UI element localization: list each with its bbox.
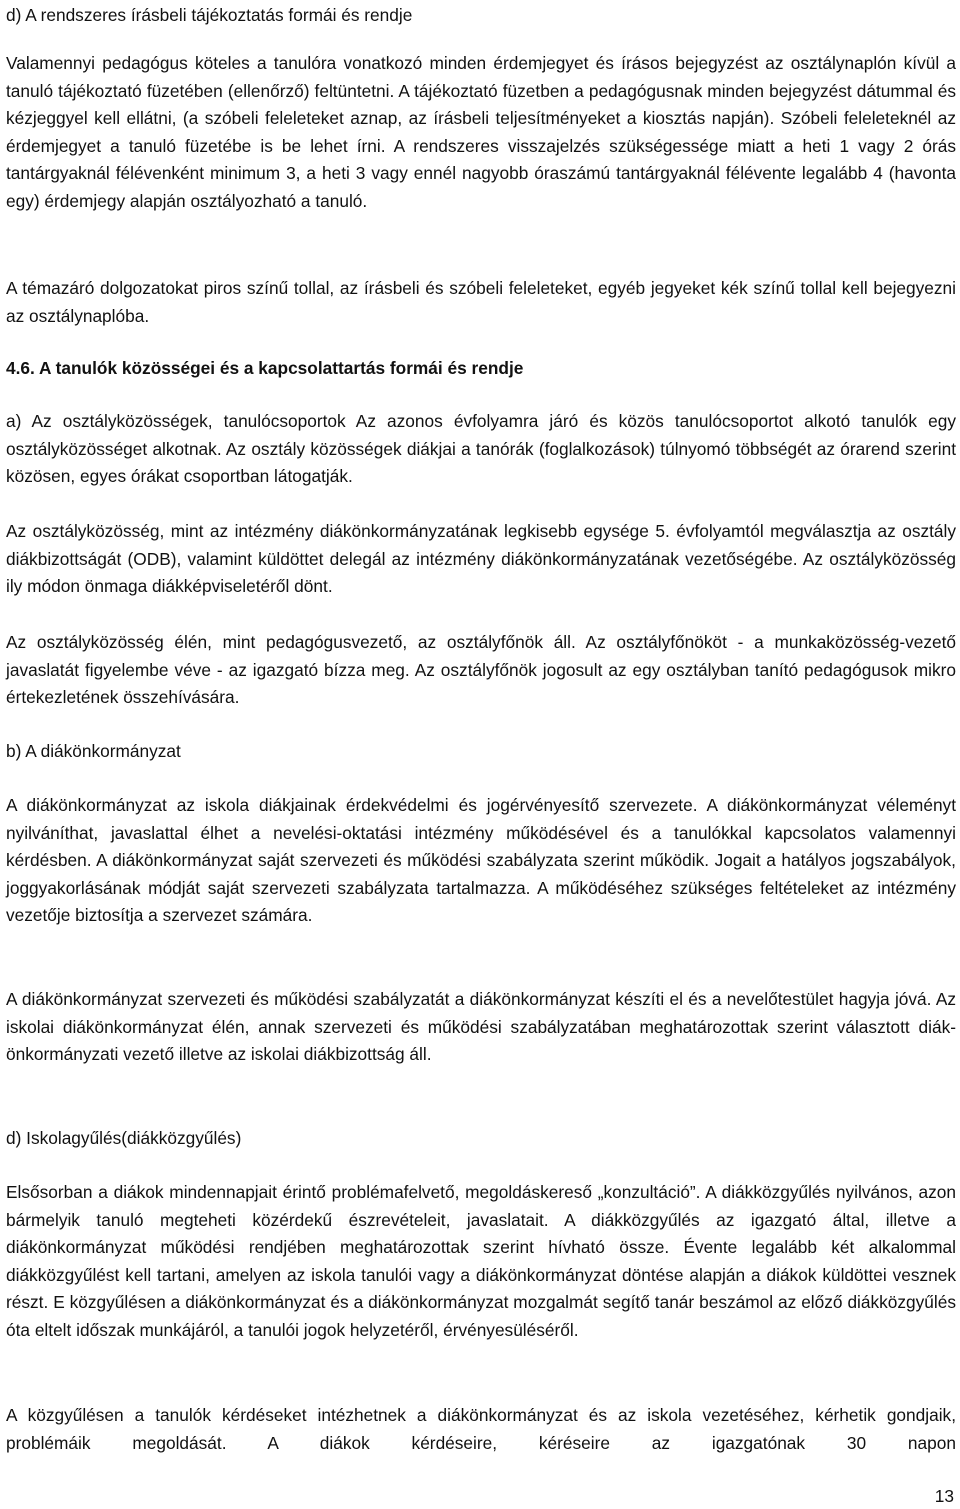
page-number: 13	[934, 1486, 954, 1506]
paragraph-odb: Az osztályközösség, mint az intézmény diákönkormányzatának legkisebb egysége 5. évfolyamtól megválasztja az osztály diákbizottságát (ODB), valamint küldöttet delegál az intézmény diákönkormányzatának vezetőségébe. Az osztályközösség ily módon önmaga diákképviseletéről dönt.	[6, 521, 956, 596]
section-number: 4.6.	[6, 358, 35, 378]
section-heading-d: d) A rendszeres írásbeli tájékoztatás formái és rendje	[6, 5, 413, 25]
paragraph-student-government: A diákönkormányzat az iskola diákjainak érdekvédelmi és jogérvényesítő szervezete. A diákönkormányzat véleményt nyilváníthat, javaslattal élhet a nevelési-oktatási intézmény működésével és a tanulókkal kapcsolatos valamennyi kérdésben. A diákönkormányzat saját szervezeti és működési szabályzata szerint működik. Jogait a hatályos jogszabályok, joggyakorlásának módját saját szervezeti szabályzata tartalmazza. A működéséhez szükséges feltételeket az intézmény vezetője biztosítja a szervezet számára.	[6, 795, 956, 925]
section-heading-b: b) A diákönkormányzat	[6, 741, 181, 761]
paragraph-grades: Valamennyi pedagógus köteles a tanulóra vonatkozó minden érdemjegyet és írásos bejegyzést az osztálynaplón kívül a tanuló tájékoztató füzetében (ellenőrző) feltüntetni. A tájékoztató füzetben a pedagógusnak minden bejegyzést dátummal és kézjeggyel kell ellátni, (a szóbeli feleleteket aznap, az írásbeli teljesítményeket a kiosztás napján). Szóbeli feleleteknél az érdemjegyet a tanuló füzetébe is be lehet írni. A rendszeres visszajelzés szükségessége miatt a heti 1 vagy 2 órás tantárgyaknál félévenként minimum 3, a heti 3 vagy ennél nagyobb óraszámú tantárgyaknál félévente legalább 4 (havonta egy) érdemjegy alapján osztályozható a tanuló.	[6, 53, 956, 211]
section-title: A tanulók közösségei és a kapcsolattartás formái és rendje	[39, 358, 524, 378]
section-heading-4-6	[6, 355, 956, 383]
section-heading-d2: d) Iskolagyűlés(diákközgyűlés)	[6, 1128, 242, 1148]
paragraph-homeroom-teacher: Az osztályközösség élén, mint pedagógusvezető, az osztályfőnök áll. Az osztályfőnököt - a munkaközösség-vezető javaslatát figyelembe véve - az igazgató bízza meg. Az osztályfőnök jogosult az egy osztályban tanító pedagógusok mikro értekezletének összehívására.	[6, 632, 956, 707]
paragraph-pen-colors: A témazáró dolgozatokat piros színű tollal, az írásbeli és szóbeli feleleteket, egyéb jegyeket kék színű tollal kell bejegyezni az osztálynaplóba.	[6, 278, 956, 326]
paragraph-assembly-questions: A közgyűlésen a tanulók kérdéseket intézhetnek a diákönkormányzat és az iskola vezetéséhez, kérhetik gondjaik, problémáik megoldását. A diákok kérdéseire, kéréseire az igazgatónak 30 napon	[6, 1405, 956, 1453]
paragraph-student-assembly: Elsősorban a diákok mindennapjait érintő problémafelvető, megoldáskereső „konzultáció”. A diákközgyűlés nyilvános, azon bármelyik tanuló megteheti közérdekű észrevételeit, javaslatait. A diákközgyűlés az igazgató által, illetve a diákönkormányzat működési rendjében meghatározottak szerint hívható össze. Évente legalább két alkalommal diákközgyűlést kell tartani, amelyen az iskola tanulói vagy a diákönkormányzat döntése alapján a diákok küldöttei vesznek részt. E közgyűlésen a diákönkormányzat és a diákönkormányzat mozgalmát segítő tanár beszámol az előző diákközgyűlés óta eltelt időszak munkájáról, a tanulói jogok helyzetéről, érvényesüléséről.	[6, 1182, 956, 1340]
paragraph-student-government-rules: A diákönkormányzat szervezeti és működési szabályzatát a diákönkormányzat készíti el és a nevelőtestület hagyja jóvá. Az iskolai diákönkormányzat élén, annak szervezeti és működési szabályzatában meghatározottak szerint választott diák-önkormányzati vezető illetve az iskolai diákbizottság áll.	[6, 989, 956, 1064]
paragraph-class-communities: a) Az osztályközösségek, tanulócsoportok Az azonos évfolyamra járó és közös tanulócsoportot alkotó tanulók egy osztályközösséget alkotnak. Az osztály közösségek diákjai a tanórák (foglalkozások) túlnyomó többségét az órarend szerint közösen, egyes órákat csoportban látogatják.	[6, 411, 956, 486]
